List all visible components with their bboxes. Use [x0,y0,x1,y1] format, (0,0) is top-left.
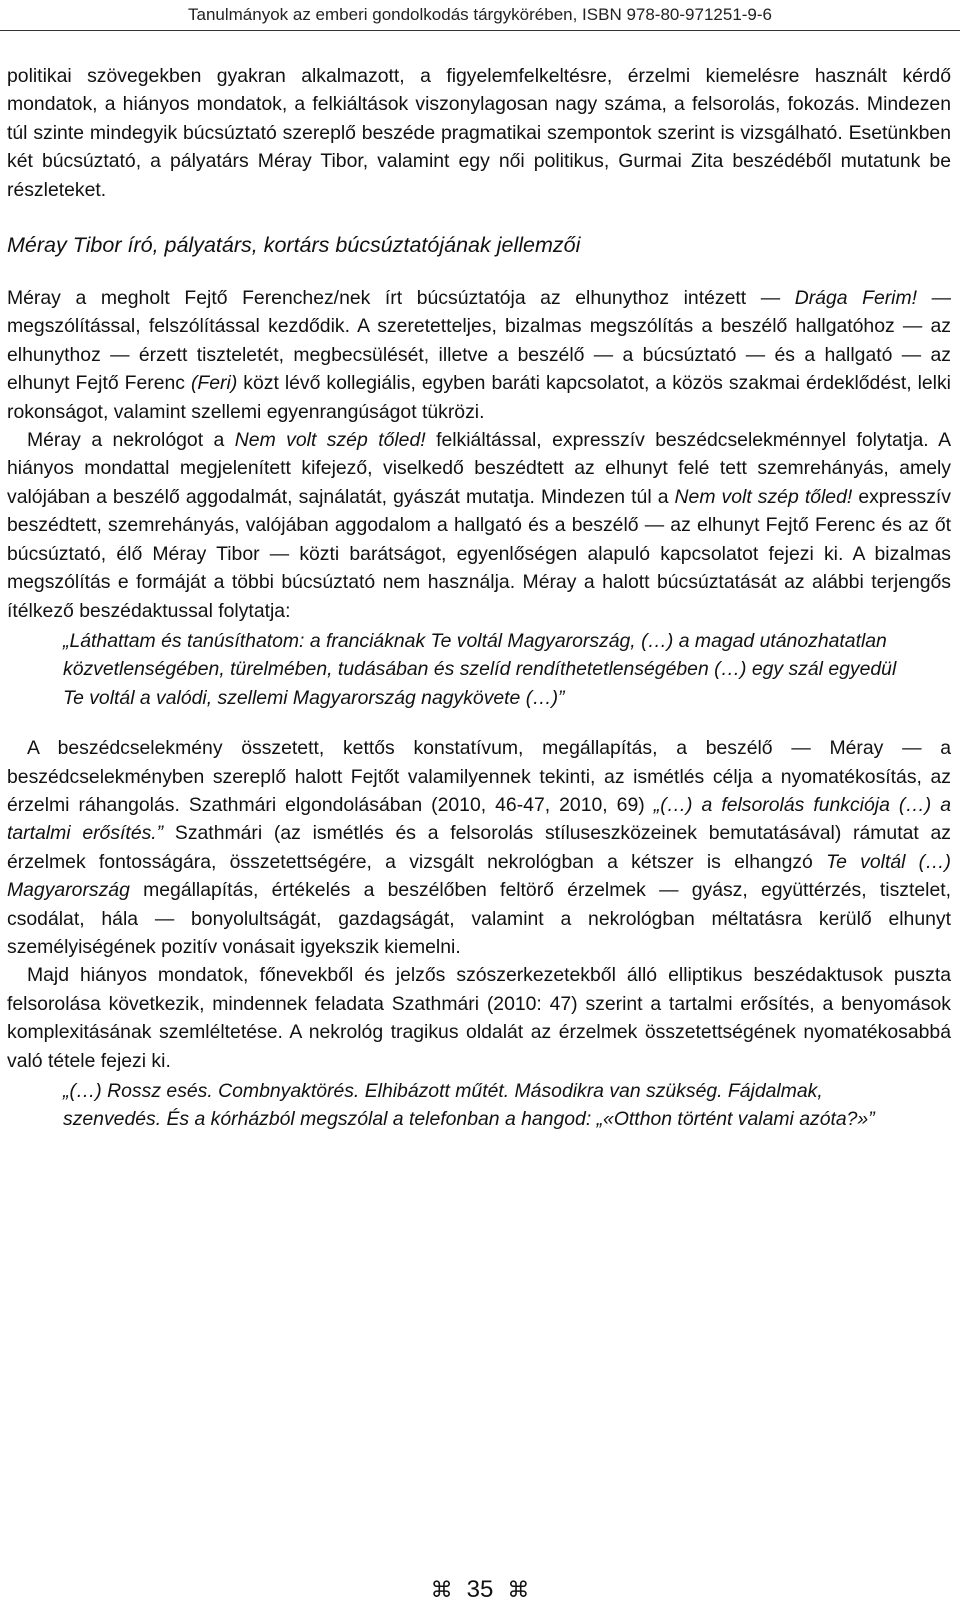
text-run: — megszólítással, felszólítással kezdődik. A szeretetteljes, bizalmas megszólítás a beszélő hallgatóhoz — az elhunythoz — érzett tiszteletét, megbecsülését, illetve a beszélő — a búcsúztató — és a hallgató — az elhunyt Fejtő Ferenc [7,287,952,395]
command-ornament-icon: ⌘ [430,1578,453,1603]
block-quote-2: „(…) Rossz esés. Combnyaktörés. Elhibázott műtét. Másodikra van szükség. Fájdalmak, szenvedés. És a kórházból megszólal a telefonban a hangod: „«Otthon történt valami azóta?»” [63,1080,875,1131]
text-run: Szathmári (az ismétlés és a felsorolás stíluseszközeinek bemutatásával) rámutat az érzelmek fontosságára, összetettségére, a vizsgált nekrológban a kétszer is elhangzó [7,822,951,873]
block-quote-1: „Láthattam és tanúsíthatom: a franciáknak Te voltál Magyarország, (…) a magad utánozhatatlan közvetlenségében, türelmében, tudásában és szelíd rendíthetetlenségében (…) egy szál egyedül Te voltál a valódi, szellemi Magyarország nagykövete (…)” [63,629,897,709]
page-footer [0,1572,960,1609]
emphasis-dear-feri: Drága Ferim! [794,287,918,310]
paragraph-analysis [7,734,951,961]
command-ornament-icon: ⌘ [507,1578,530,1603]
section-heading: Méray Tibor író, pályatárs, kortárs búcsúztatójának jellemzői [7,233,581,258]
text-run: megállapítás, értékelés a beszélőben feltörő érzelmek — gyász, együttérzés, tisztelet, csodálat, hála — bonyolultságát, gazdagságát, valamint a nekrológban méltatásra kerülő elhunyt személyiségének pozitív vonásait igyekszik kiemelni. [7,879,951,958]
emphasis-feri: (Feri) [190,372,238,395]
emphasis-not-nice: Nem volt szép tőled! [234,429,426,452]
paragraph-elliptic: Majd hiányos mondatok, főnevekből és jelzős szószerkezetekből álló elliptikus beszédaktusok puszta felsorolása következik, mindennek feladata Szathmári (2010: 47) szerint a tartalmi erősítés, a benyomások komplexitásának szemléltetése. A nekrológ tragikus oldalát az érzelmek összetettségének nyomatékosabbá való tétele fejezi ki. [7,964,951,1072]
page-body [7,62,951,1134]
paragraph-greeting [7,284,951,426]
page-number: 35 [466,1576,494,1603]
running-title: Tanulmányok az emberi gondolkodás tárgykörében, ISBN 978-80-971251-9-6 [187,5,773,24]
paragraph-intro: politikai szövegekben gyakran alkalmazott, a figyelemfelkeltésre, érzelmi kiemelésre használt kérdő mondatok, a hiányos mondatok, a felkiáltások viszonylagosan nagy száma, a felsorolás, fokozás. Mindezen túl szinte mindegyik búcsúztató szereplő beszéde pragmatikai szempontok szerint is vizsgálható. Esetünkben két búcsúztató, a pályatárs Méray Tibor, valamint egy női politikus, Gurmai Zita beszédéből mutatunk be részleteket. [7,65,951,201]
header-rule [0,30,960,31]
emphasis-you-were: Te voltál (…) Magyarország [7,850,951,902]
paragraph-reproach [7,426,951,625]
emphasis-citation: „(…) a felsorolás funkciója (…) a tartalmi erősítés.” [7,793,951,845]
spacer [7,712,951,734]
text-run: felkiáltással, expresszív beszédcselekménnyel folytatja. A hiányos mondattal megjelenített kifejező, viselkedő beszédtett az elhunyt felé tett szemrehányás, amely valójában a beszélő aggodalmát, sajnálatát, gyászát mutatja. Mindezen túl a [7,429,951,508]
emphasis-not-nice-2: Nem volt szép tőled! [674,485,853,508]
text-run: Méray a megholt Fejtő Ferenchez/nek írt búcsúztatója az elhunythoz intézett — [7,287,795,310]
text-run: közt lévő kollegiális, egyben baráti kapcsolatot, a közös szakmai érdeklődést, lelki rokonságot, valamint szellemi egyenrangúságot tükrözi. [7,372,951,423]
text-run: A beszédcselekmény összetett, kettős konstatívum, megállapítás, a beszélő — Méray — a beszédcselekményben szereplő halott Fejtőt valamilyennek tekinti, az ismétlés célja a nyomatékosítás, az érzelmi ráhangolás. Szathmári elgondolásában (2010, 46-47, 2010, 69) [7,737,951,816]
text-run: expresszív beszédtett, szemrehányás, valójában aggodalom a hallgató és a beszélő — az elhunyt Fejtő Ferenc és az őt búcsúztató, élő Méray Tibor — közti barátságot, egyenlőségen alapuló kapcsolatot fejezi ki. A bizalmas megszólítás e formáját a többi búcsúztató nem használja. Méray a halott búcsúztatását az alábbi terjengős ítélkező beszédaktussal folytatja: [7,485,952,622]
text-run: Méray a nekrológot a [27,429,235,452]
